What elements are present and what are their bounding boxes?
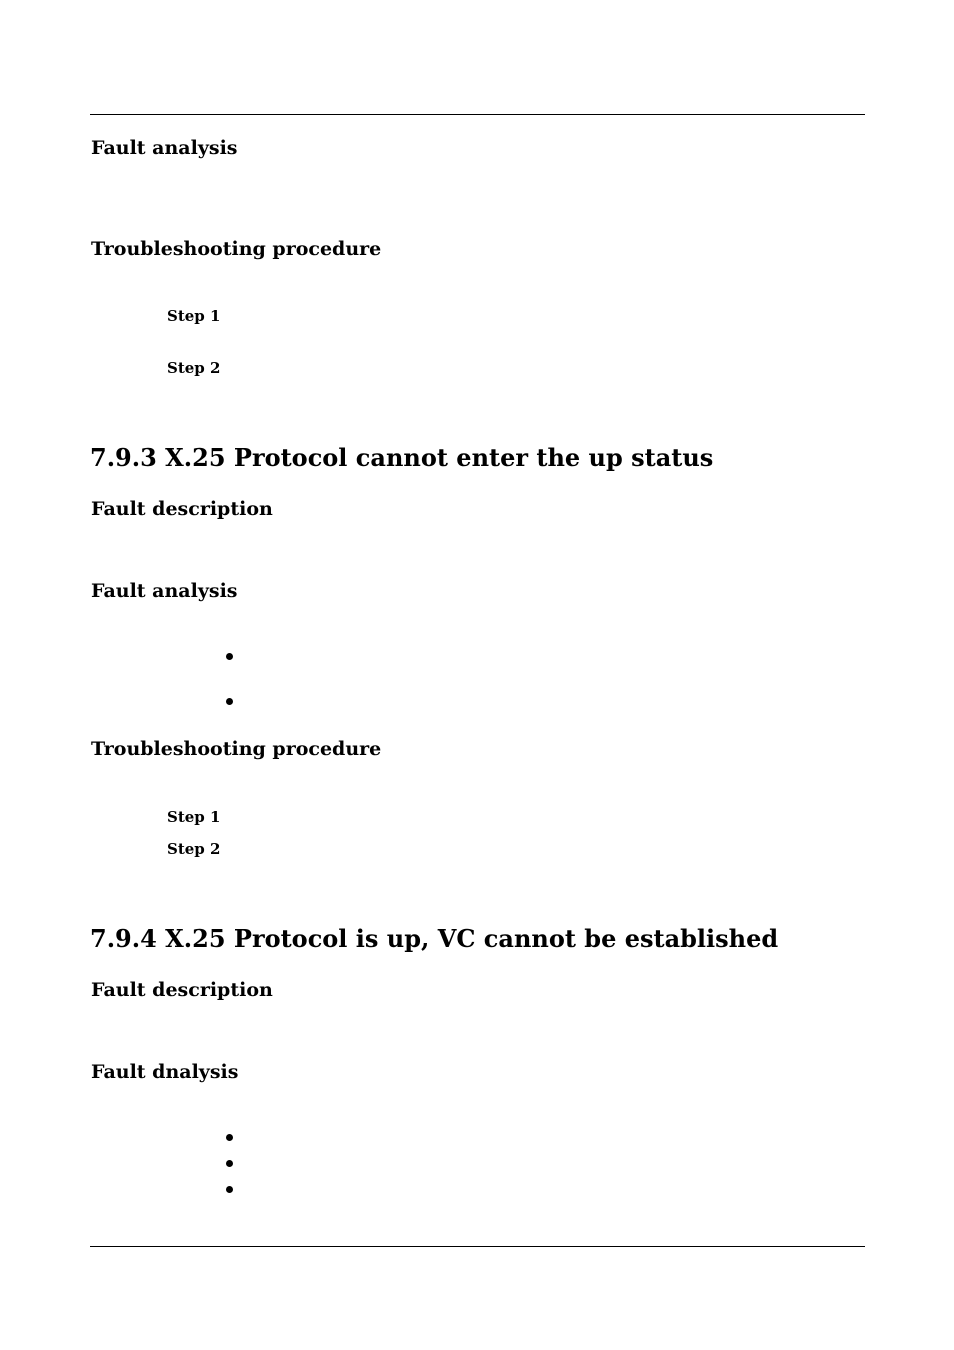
heading-fault-description: Fault description (91, 979, 273, 1001)
bullet-point (226, 698, 233, 705)
heading-troubleshooting-procedure: Troubleshooting procedure (91, 238, 382, 260)
heading-fault-analysis: Fault analysis (91, 580, 238, 602)
bullet-point (226, 1186, 233, 1193)
bullet-point (226, 1160, 233, 1167)
step-2-label: Step 2 (167, 359, 221, 377)
step-2-label: Step 2 (167, 840, 221, 858)
heading-fault-analysis: Fault analysis (91, 137, 238, 159)
footer-rule (90, 1246, 865, 1247)
bullet-point (226, 653, 233, 660)
heading-fault-analysis: Fault dnalysis (91, 1061, 239, 1083)
heading-fault-description: Fault description (91, 498, 273, 520)
section-title-7-9-4: 7.9.4 X.25 Protocol is up, VC cannot be established (90, 924, 779, 953)
step-1-label: Step 1 (167, 808, 221, 826)
heading-troubleshooting-procedure: Troubleshooting procedure (91, 738, 382, 760)
header-rule (90, 114, 865, 115)
step-1-label: Step 1 (167, 307, 221, 325)
bullet-point (226, 1134, 233, 1141)
section-title-7-9-3: 7.9.3 X.25 Protocol cannot enter the up status (90, 443, 714, 472)
